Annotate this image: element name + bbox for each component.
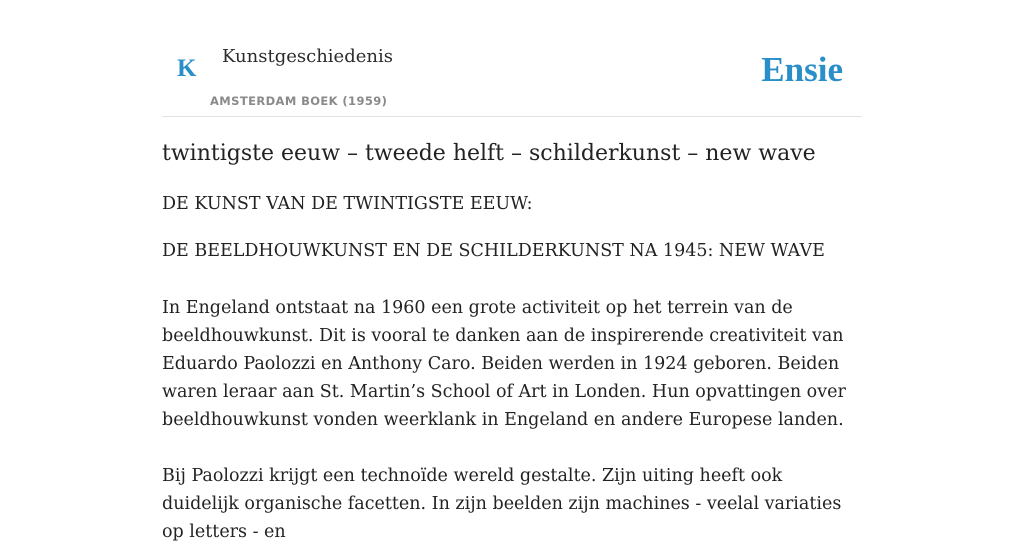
article-paragraph: In Engeland ontstaat na 1960 een grote activiteit op het terrein van de beeldhouwkunst. Dit is vooral te danken aan de inspirerende creativiteit van Eduardo Paolozzi en Anthony Caro. Beiden werden in 1924 geboren. Beiden waren leraar aan St. Martin’s School of Art in Londen. Hun opvattingen over beeldhouwkunst vonden weerklank in Engeland en andere Europese landen. [162, 298, 846, 430]
article-content [162, 140, 862, 546]
book-subtitle: AMSTERDAM BOEK (1959) [210, 94, 388, 108]
section-subheading: DE BEELDHOUWKUNST EN DE SCHILDERKUNST NA 1945: NEW WAVE [162, 241, 825, 261]
book-logo-icon[interactable]: K [177, 55, 197, 82]
article-title: twintigste eeuw – tweede helft – schilderkunst – new wave [162, 141, 816, 166]
article-paragraph: Bij Paolozzi krijgt een technoïde wereld gestalte. Zijn uiting heeft ook duidelijk organische facetten. In zijn beelden zijn machines - veelal variaties op letters - en [162, 466, 842, 542]
section-heading: DE KUNST VAN DE TWINTIGSTE EEUW: [162, 194, 533, 214]
book-title-link[interactable]: Kunstgeschiedenis [222, 46, 393, 67]
brand-logo-link[interactable]: Ensie [761, 50, 843, 89]
site-header [162, 40, 862, 117]
